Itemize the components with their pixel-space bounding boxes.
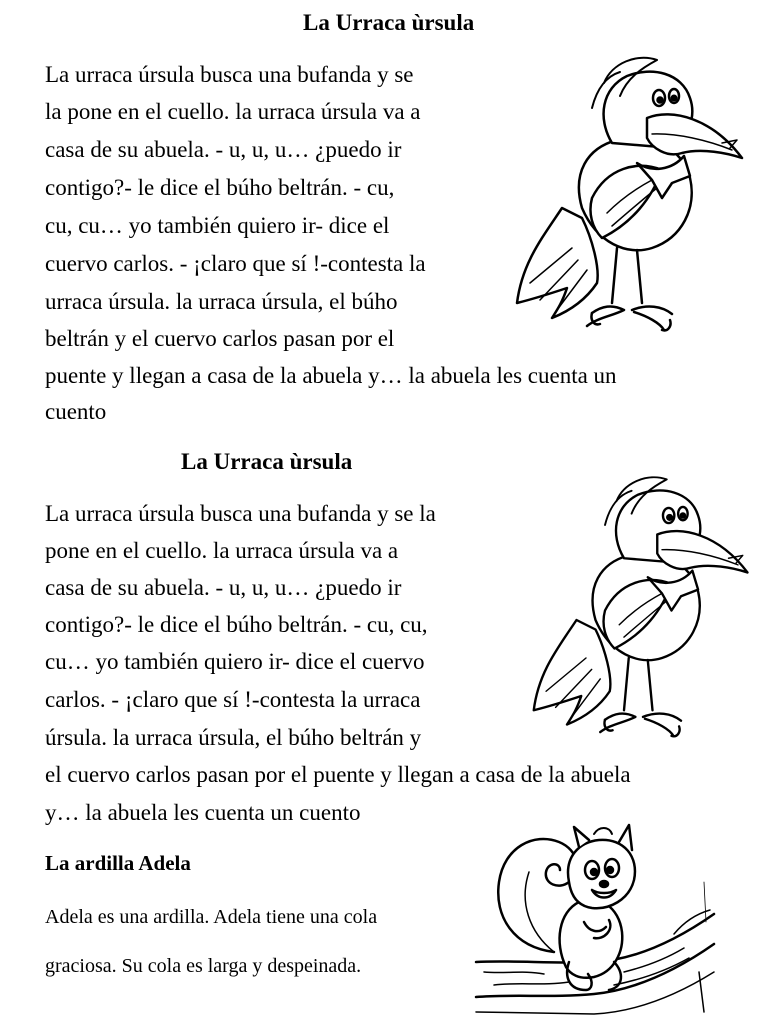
story2-line-9: y… la abuela les cuenta un cuento	[45, 800, 361, 825]
story2-line-6: carlos. - ¡claro que sí !-contesta la urraca	[45, 687, 421, 712]
story1-line-10: cuento	[45, 399, 107, 424]
story1-line-6: cuervo carlos. - ¡claro que sí !-contesta la	[45, 251, 426, 276]
story3-line-1: Adela es una ardilla. Adela tiene una cola	[45, 906, 378, 928]
story3-title: La ardilla Adela	[45, 851, 191, 875]
story1-line-1: La urraca úrsula busca una bufanda y se	[45, 62, 414, 87]
story2-line-1: La urraca úrsula busca una bufanda y se la	[45, 501, 436, 526]
story3-line-2: graciosa. Su cola es larga y despeinada.	[45, 955, 362, 977]
squirrel-illustration	[474, 822, 718, 1018]
story2-line-4: contigo?- le dice el búho beltrán. - cu, cu,	[45, 612, 428, 637]
story1-line-2: la pone en el cuello. la urraca úrsula va a	[45, 99, 421, 124]
story2-title: La Urraca ùrsula	[181, 449, 353, 474]
magpie-illustration	[512, 48, 752, 348]
story2-line-8: el cuervo carlos pasan por el puente y llegan a casa de la abuela	[45, 762, 631, 787]
story2-line-7: úrsula. la urraca úrsula, el búho beltrán y	[45, 725, 422, 750]
story2-line-2: pone en el cuello. la urraca úrsula va a	[45, 538, 399, 563]
story1-line-9: puente y llegan a casa de la abuela y… la abuela les cuenta un	[45, 363, 617, 388]
story1-line-7: urraca úrsula. la urraca úrsula, el búho	[45, 289, 398, 314]
story2-line-3: casa de su abuela. - u, u, u… ¿puedo ir	[45, 575, 402, 600]
story1-line-8: beltrán y el cuervo carlos pasan por el	[45, 326, 395, 351]
story1-line-3: casa de su abuela. - u, u, u… ¿puedo ir	[45, 137, 402, 162]
magpie-illustration	[528, 468, 758, 753]
story1-line-4: contigo?- le dice el búho beltrán. - cu,	[45, 175, 395, 200]
story1-line-5: cu, cu… yo también quiero ir- dice el	[45, 213, 390, 238]
story2-line-5: cu… yo también quiero ir- dice el cuervo	[45, 649, 425, 674]
story1-title: La Urraca ùrsula	[303, 10, 475, 35]
